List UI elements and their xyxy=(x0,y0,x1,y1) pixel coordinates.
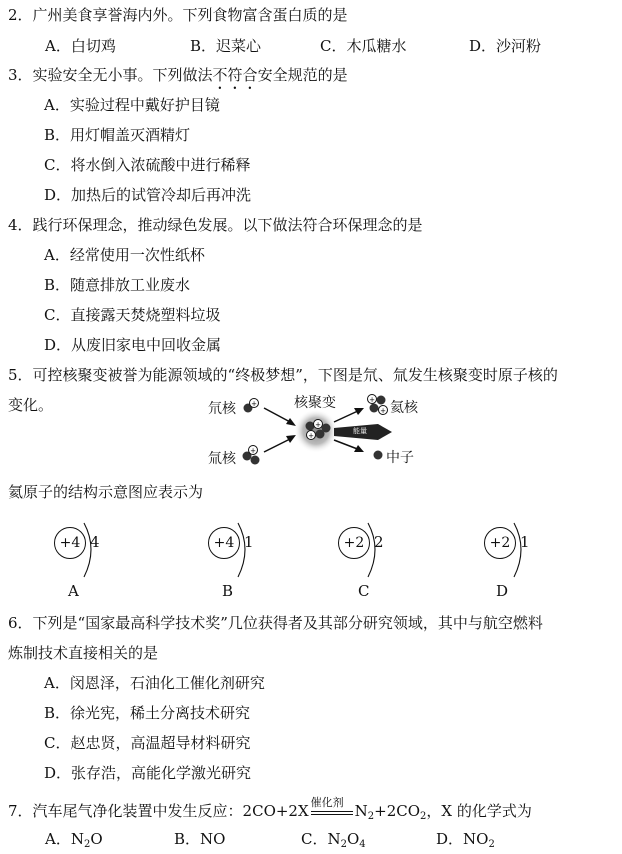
q6-stem-line1: 6．下列是“国家最高科学技术奖”几位获得者及其部分研究领域，其中与航空燃料 xyxy=(8,614,543,632)
atom-diagram-b xyxy=(208,521,298,581)
q7-stem-suffix: ，X 的化学式为 xyxy=(426,802,532,820)
q4-option-c: C．直接露天焚烧塑料垃圾 xyxy=(44,306,221,324)
option-sub: 2 xyxy=(83,839,91,850)
neutron-icon xyxy=(374,451,383,460)
q6-option-c: C．赵忠贤，高温超导材料研究 xyxy=(44,734,251,752)
fusion-burst-icon xyxy=(294,409,338,453)
nucleus: +2 xyxy=(338,527,370,559)
catalyst-label: 催化剂 xyxy=(310,796,344,809)
q7-stem xyxy=(8,796,532,826)
svg-text:+: + xyxy=(369,396,375,404)
svg-text:+: + xyxy=(251,400,257,408)
atom-diagram-d xyxy=(484,521,574,581)
q7-option-d xyxy=(436,830,495,854)
arrow-icon xyxy=(264,408,292,423)
q2-option-b: B．迟菜心 xyxy=(190,37,262,55)
q7-product-co: +2CO xyxy=(374,802,421,820)
q7-option-a xyxy=(45,830,103,854)
label-fusion: 核聚变 xyxy=(294,395,336,411)
fusion-diagram xyxy=(200,390,460,470)
svg-text:+: + xyxy=(380,407,386,415)
q3-stem xyxy=(8,66,348,93)
q5-question: 氦原子的结构示意图应表示为 xyxy=(8,483,204,501)
q3-option-c: C．将水倒入浓硫酸中进行稀释 xyxy=(44,156,251,174)
q7-option-c xyxy=(301,830,366,854)
choice-label-d: D xyxy=(496,582,509,600)
q2-option-c: C．木瓜糖水 xyxy=(320,37,407,55)
q4-option-d: D．从废旧家电中回收金属 xyxy=(44,336,222,354)
q4-option-b: B．随意排放工业废水 xyxy=(44,276,191,294)
svg-text:+: + xyxy=(315,421,321,429)
q7-stem-prefix: 7．汽车尾气净化装置中发生反应：2CO+2X xyxy=(8,802,309,820)
q6-option-d: D．张存浩，高能化学激光研究 xyxy=(44,764,252,782)
q3-stem-emphasis: 不符合 xyxy=(212,66,258,84)
label-helium: 氦核 xyxy=(390,400,418,416)
q3-stem-part1: 3．实验安全无小事。下列做法 xyxy=(8,66,213,84)
deuterium-nucleus-icon xyxy=(244,399,259,413)
option-formula: N xyxy=(70,830,84,848)
electron-count: 2 xyxy=(374,533,384,551)
q3-option-d: D．加热后的试管冷却后再冲洗 xyxy=(44,186,252,204)
option-tail: O xyxy=(346,830,360,848)
option-formula: N xyxy=(327,830,341,848)
option-letter: D． xyxy=(436,830,464,848)
choice-label-c: C xyxy=(358,582,370,600)
option-sub: 2 xyxy=(488,839,495,850)
option-tail: O xyxy=(90,830,103,848)
q3-stem-part2: 安全规范的是 xyxy=(257,66,348,84)
q3-option-a: A．实验过程中戴好护目镜 xyxy=(44,96,220,114)
catalyst-arrow xyxy=(309,796,355,820)
electron-shell-icon xyxy=(366,521,386,581)
q6-stem-line2: 炼制技术直接相关的是 xyxy=(8,644,159,662)
label-deuterium: 氘核 xyxy=(208,401,236,417)
nucleus: +4 xyxy=(54,527,86,559)
q6-option-a: A．闵恩泽，石油化工催化剂研究 xyxy=(44,674,265,692)
q5-stem-line2: 变化。 xyxy=(8,396,54,414)
atom-diagram-a xyxy=(54,521,144,581)
q4-stem: 4．践行环保理念，推动绿色发展。以下做法符合环保理念的是 xyxy=(8,216,423,234)
option-sub: 2 xyxy=(340,839,347,850)
option-letter: B． xyxy=(174,830,201,848)
label-neutron: 中子 xyxy=(386,450,414,466)
label-tritium: 氚核 xyxy=(208,451,236,467)
q3-option-b: B．用灯帽盖灭酒精灯 xyxy=(44,126,191,144)
svg-text:+: + xyxy=(308,432,314,440)
q7-product-co-sub: 2 xyxy=(420,811,427,822)
helium-nucleus-icon xyxy=(368,395,388,416)
nucleus: +2 xyxy=(484,527,516,559)
choice-label-b: B xyxy=(222,582,234,600)
electron-count: 4 xyxy=(90,533,100,551)
q4-option-a: A．经常使用一次性纸杯 xyxy=(44,246,205,264)
q7-option-b xyxy=(174,830,225,848)
q2-option-d: D．沙河粉 xyxy=(469,37,542,55)
q7-product-n: N xyxy=(354,802,368,820)
electron-count: 1 xyxy=(520,533,530,551)
electron-count: 1 xyxy=(244,533,254,551)
option-formula: NO xyxy=(200,830,226,848)
q6-option-b: B．徐光宪，稀土分离技术研究 xyxy=(44,704,251,722)
label-energy: 能量 xyxy=(353,427,367,435)
electron-shell-icon xyxy=(82,521,102,581)
electron-shell-icon xyxy=(236,521,256,581)
tritium-nucleus-icon xyxy=(243,446,260,465)
nucleus: +4 xyxy=(208,527,240,559)
atom-diagram-c xyxy=(338,521,428,581)
q2-stem: 2．广州美食享誉海内外。下列食物富含蛋白质的是 xyxy=(8,6,348,24)
option-letter: C． xyxy=(301,830,328,848)
arrow-icon xyxy=(334,410,360,422)
choice-label-a: A xyxy=(68,582,79,600)
arrow-icon xyxy=(264,438,292,452)
q2-option-a: A．白切鸡 xyxy=(45,37,116,55)
electron-shell-icon xyxy=(512,521,532,581)
option-formula: NO xyxy=(463,830,489,848)
q5-stem-line1: 5．可控核聚变被誉为能源领域的“终极梦想”，下图是氘、氚发生核聚变时原子核的 xyxy=(8,366,558,384)
svg-text:+: + xyxy=(250,447,256,455)
option-letter: A． xyxy=(45,830,71,848)
q7-product-n-sub: 2 xyxy=(367,811,375,822)
option-sub2: 4 xyxy=(359,839,366,850)
